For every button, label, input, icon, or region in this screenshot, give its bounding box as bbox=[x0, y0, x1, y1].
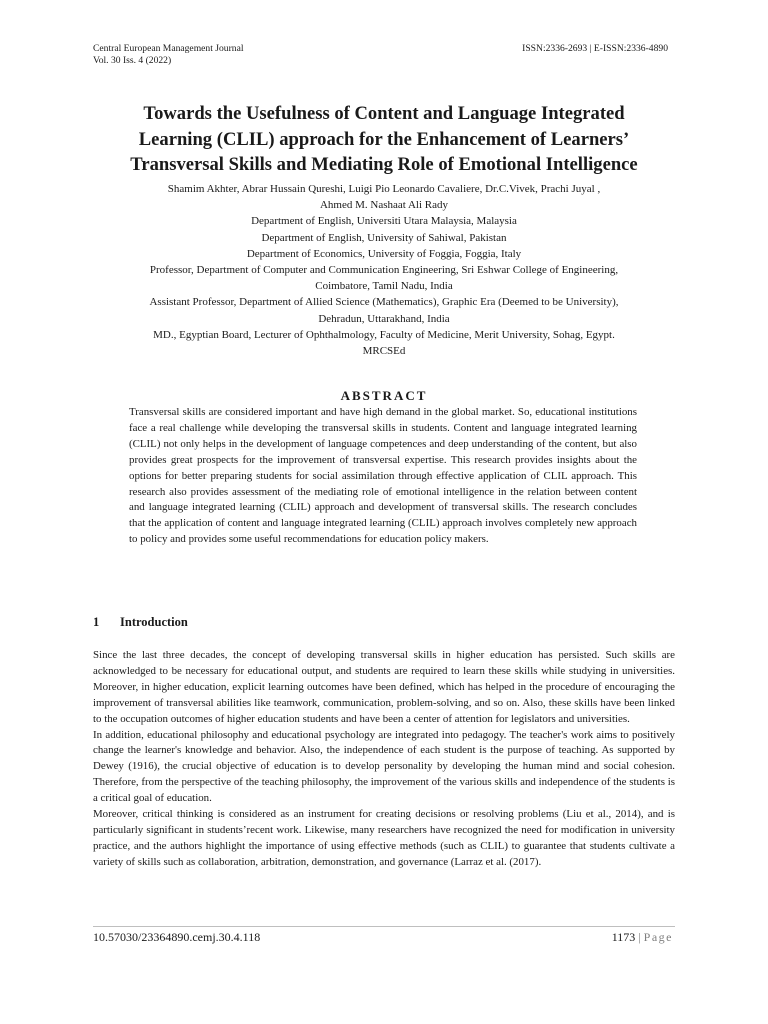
affiliation-line: MRCSEd bbox=[362, 345, 406, 358]
page-label: Page bbox=[643, 930, 673, 944]
paragraph: Since the last three decades, the concept of developing transversal skills in higher education has persisted. Such skills are acknowledged to be necessary for educational output, and students are required to learn these skills while studying in universities. Moreover, in higher education, explicit learning outcomes have been defined, which has helped in the procedure of encouraging the improvement of transversal abilities like teamwork, communication, problem-solving, and so on. Also, these skills have been linked to the occupation outcomes of higher education students and have been a center of attention for legislators and universities. bbox=[93, 649, 675, 725]
affiliation-line: Department of Economics, University of Foggia, Foggia, Italy bbox=[246, 247, 522, 260]
paragraph: Moreover, critical thinking is considered as an instrument for creating decisions or resolving problems (Liu et al., 2014), and is particularly significant in students’recent work. Likewise, many researchers have recognized the need for modification in university practice, and the authors highlight the importance of using effective methods (such as CLIL) to guarantee that students cultivate a variety of skills such as collaboration, arbitration, demonstration, and governance (Larraz et al. (2017). bbox=[93, 808, 675, 868]
journal-name: Central European Management Journal bbox=[93, 43, 244, 54]
title-line: Learning (CLIL) approach for the Enhancement of Learners’ bbox=[138, 128, 630, 150]
title-line: Transversal Skills and Mediating Role of Emotional Intelligence bbox=[130, 154, 638, 175]
affiliation-line: Department of English, University of Sahiwal, Pakistan bbox=[261, 231, 507, 244]
affiliation-line: Professor, Department of Computer and Communication Engineering, Sri Eshwar College of Engineering, bbox=[149, 264, 619, 277]
section-number: 1 bbox=[93, 615, 100, 629]
introduction-body bbox=[93, 648, 675, 871]
page-footer-number bbox=[612, 930, 673, 945]
abstract-text: Transversal skills are considered important and have high demand in the global market. So, educational institutions face a real challenge while developing the transversal skills in students. Content and language integrated learning (CLIL) not only helps in the development of language competences and deep understanding of the content, but also provides great prospects for the improvement of transversal expertise. This research provides insights about the options for better preparing students for social assimilation through effective application of CLIL approach. This research also provides assessment of the mediating role of emotional intelligence in the relation between content and language integrated learning (CLIL) approach and development of transversal skills. The research concludes that the application of content and language integrated learning (CLIL) approach involves completely new approach to policy and provides some useful recommendations for education policy makers. bbox=[129, 406, 637, 546]
doi-link[interactable]: 10.57030/23364890.cemj.30.4.118 bbox=[93, 930, 261, 944]
title-line: Towards the Usefulness of Content and Language Integrated bbox=[143, 103, 625, 124]
affiliation-line: Coimbatore, Tamil Nadu, India bbox=[315, 280, 453, 293]
affiliation-line: Department of English, Universiti Utara Malaysia, Malaysia bbox=[251, 215, 517, 228]
page-number: 1173 bbox=[611, 930, 636, 944]
affiliation-line: Dehradun, Uttarakhand, India bbox=[318, 312, 450, 325]
section-title: Introduction bbox=[120, 615, 188, 629]
section-heading-introduction bbox=[93, 615, 188, 630]
author-list-line: Ahmed M. Nashaat Ali Rady bbox=[319, 199, 448, 212]
abstract-heading: ABSTRACT bbox=[340, 388, 428, 403]
affiliation-line: MD., Egyptian Board, Lecturer of Ophthalmology, Faculty of Medicine, Merit University, Sohag, Egypt. bbox=[153, 328, 615, 341]
author-affiliations bbox=[70, 181, 698, 359]
paper-title bbox=[60, 101, 708, 178]
affiliation-line: Assistant Professor, Department of Allied Science (Mathematics), Graphic Era (Deemed to be University), bbox=[149, 296, 619, 309]
author-list-line: Shamim Akhter, Abrar Hussain Qureshi, Luigi Pio Leonardo Cavaliere, Dr.C.Vivek, Prachi Juyal , bbox=[167, 183, 601, 195]
running-header-issn: ISSN:2336-2693 | E-ISSN:2336-4890 bbox=[522, 43, 668, 54]
running-header-journal bbox=[93, 43, 244, 67]
page-separator: | bbox=[638, 930, 641, 944]
paragraph: In addition, educational philosophy and educational psychology are integrated into pedagogy. The teacher's work aims to positively change the learner's knowledge and behavior. Also, the independence of each student is the purpose of teaching. As supported by Dewey (1916), the crucial objective of education is to develop personality by developing the human mind and social cohesion. Therefore, from the perspective of the teaching philosophy, the improvement of the various skills and independence of the students is a critical goal of education. bbox=[93, 728, 675, 805]
journal-volume: Vol. 30 Iss. 4 (2022) bbox=[93, 55, 172, 66]
footer-divider bbox=[93, 926, 675, 927]
